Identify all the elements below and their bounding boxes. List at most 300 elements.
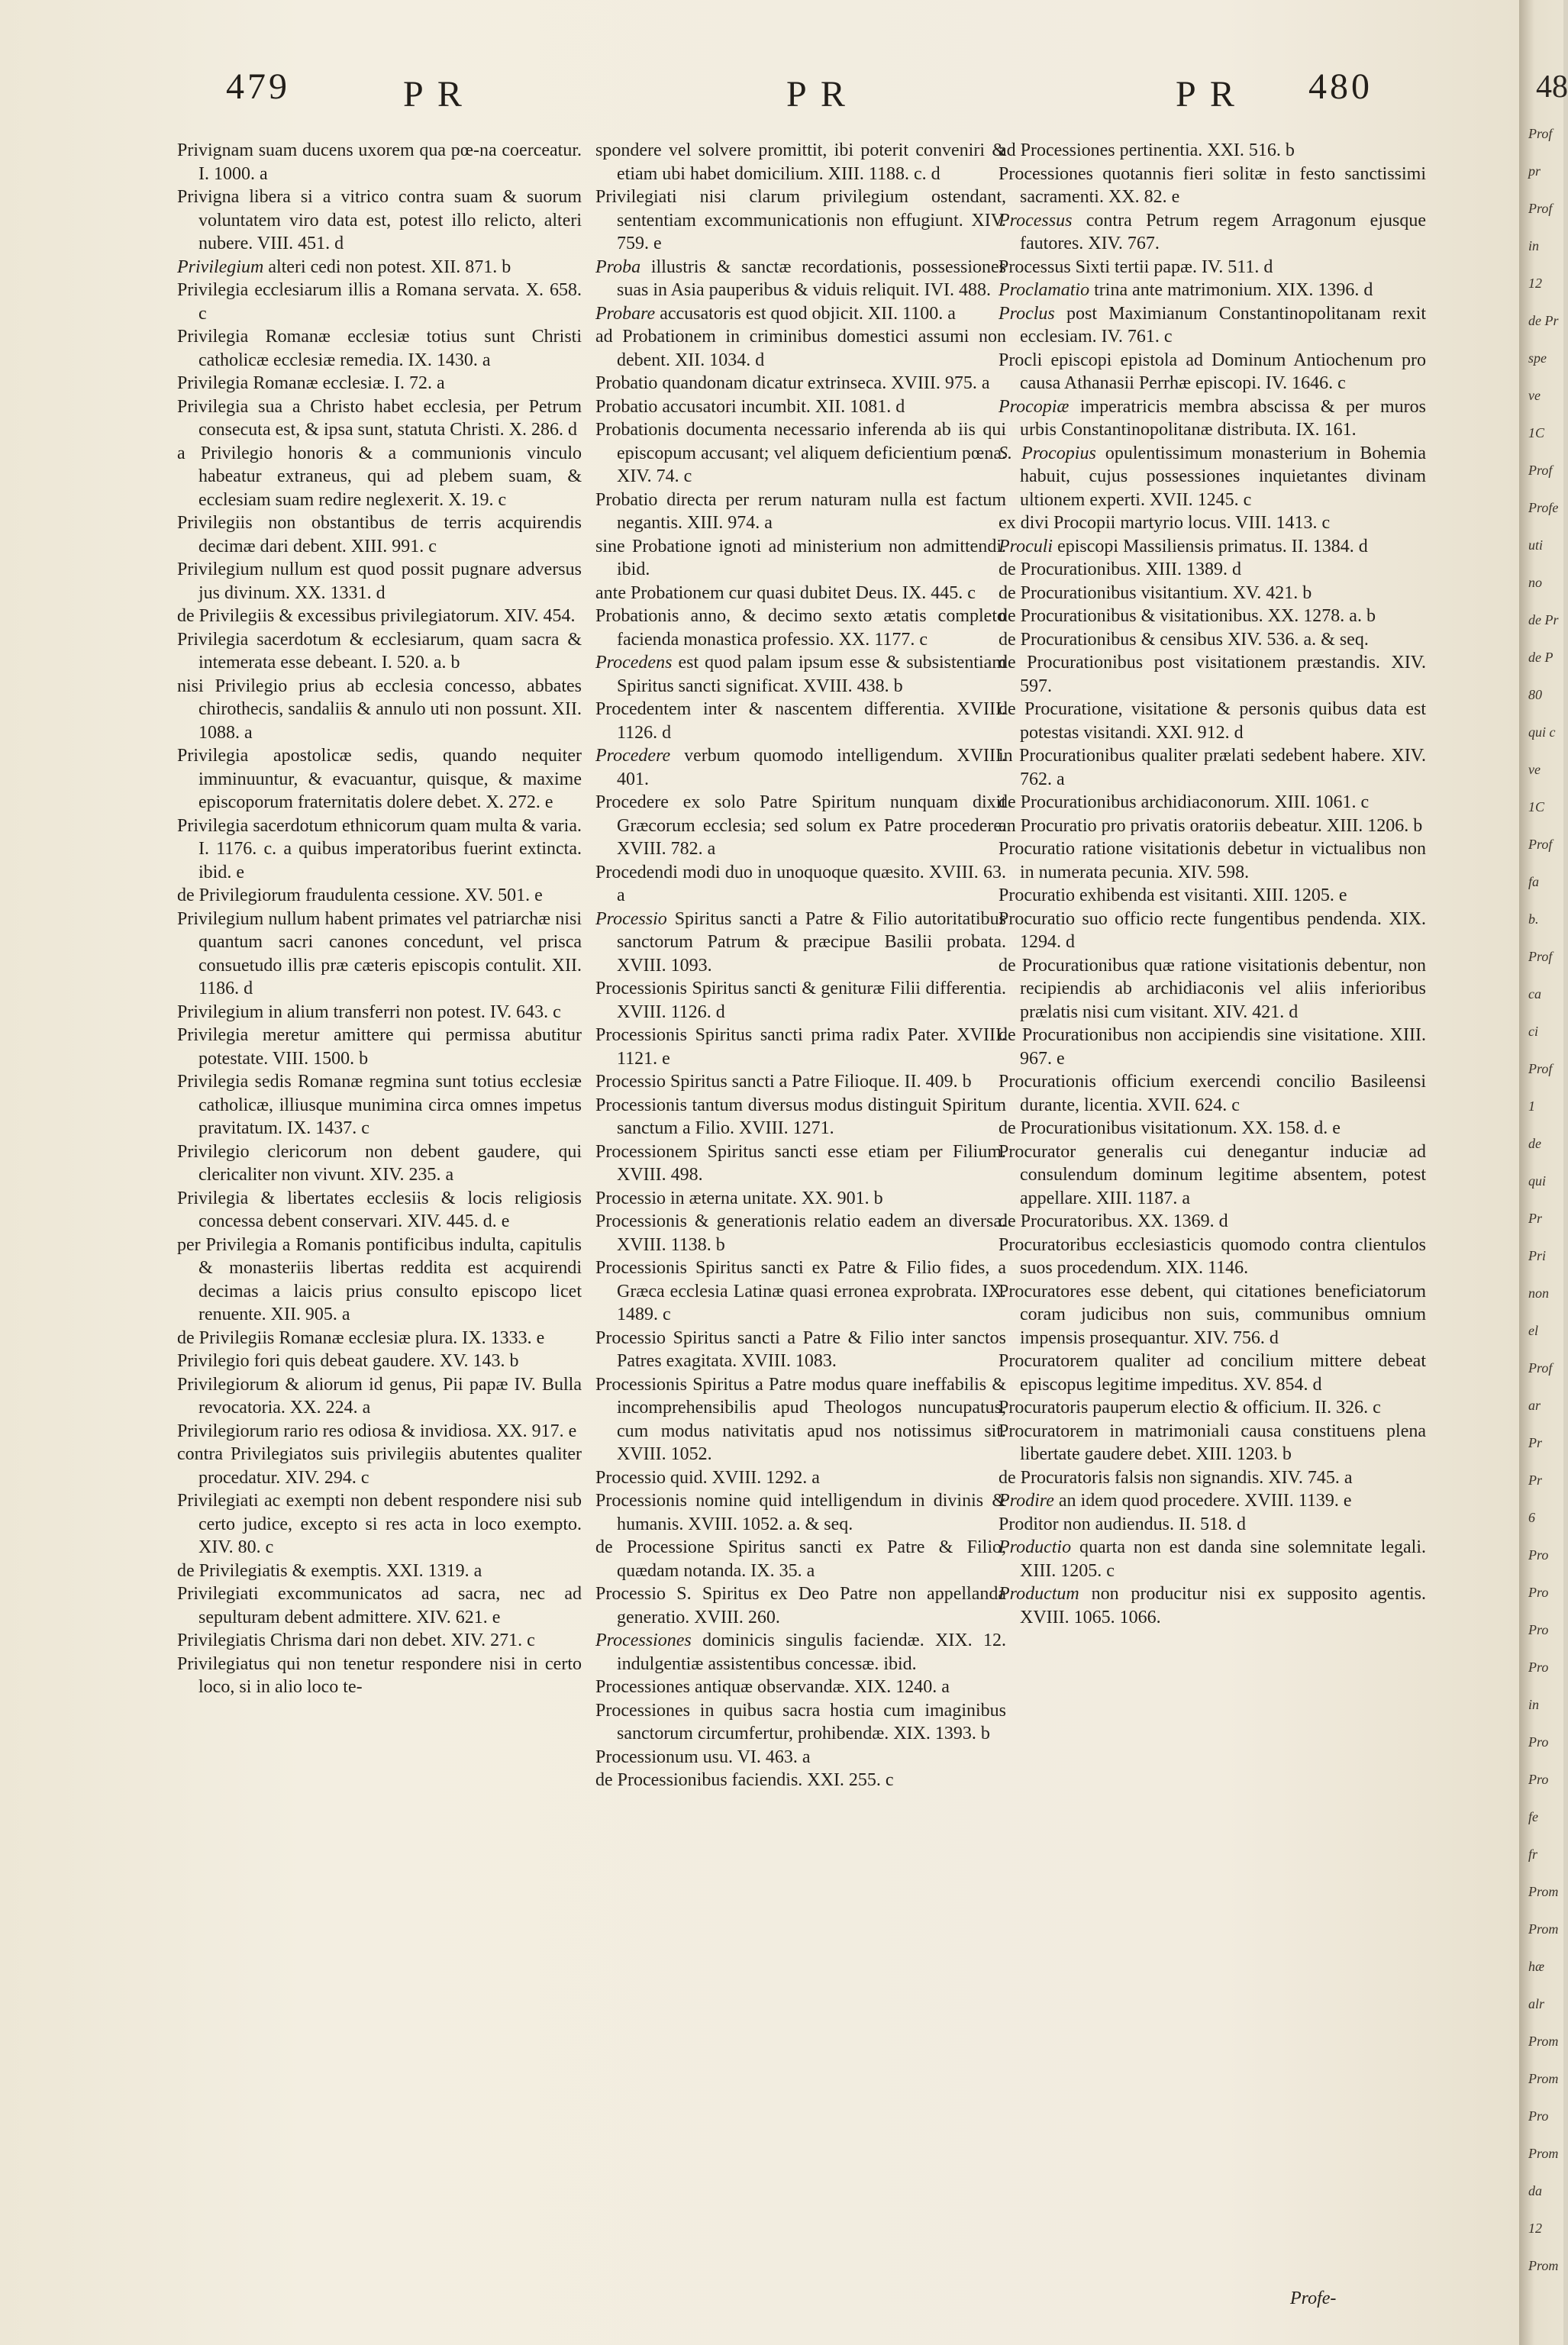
- adjacent-page-fragment: Pro: [1528, 1660, 1549, 1675]
- index-entry-text: dominicis singulis faciendæ. XIX. 12. indulgentiæ assistentibus concessæ. ibid.: [617, 1631, 1006, 1674]
- index-entry: [999, 442, 1426, 512]
- index-entry: [595, 1489, 1006, 1536]
- index-headword: Procedere: [595, 746, 671, 766]
- index-entry: [595, 651, 1006, 698]
- index-entry-text: Processus Sixti tertii papæ. IV. 511. d: [999, 256, 1273, 277]
- index-entry: [595, 372, 1006, 395]
- index-entry-text: de Processionibus faciendis. XXI. 255. c: [595, 1770, 894, 1790]
- index-headword: Proclus: [999, 303, 1055, 324]
- adjacent-page-fragment: 12: [1528, 276, 1542, 291]
- index-entry: [595, 1094, 1006, 1140]
- index-entry: [595, 1582, 1006, 1629]
- index-entry-text: Privilegium nullum est quod possit pugnare adversus jus divinum. XX. 1331. d: [177, 560, 582, 603]
- index-entry-text: de Processione Spiritus sancti ex Patre & Filio, quædam notanda. IX. 35. a: [595, 1537, 1006, 1581]
- index-entry: [177, 1560, 582, 1583]
- adjacent-page-fragment: Pri: [1528, 1248, 1547, 1263]
- index-entry-text: de Procurationibus. XIII. 1389. d: [999, 560, 1241, 579]
- adjacent-page-fragment: Pro: [1528, 1547, 1549, 1563]
- index-entry-text: Privilegia & libertates ecclesiis & locis religiosis concessa debent conservari. XIV. 445. d. e: [177, 1188, 582, 1231]
- index-entry-text: Probatio quandonam dicatur extrinseca. XVIII. 975. a: [595, 373, 990, 393]
- adjacent-page-fragment: Pro: [1528, 2108, 1549, 2124]
- index-entry-text: in Procurationibus qualiter prælati sedebent habere. XIV. 762. a: [999, 746, 1426, 789]
- adjacent-page-fragment: qui c: [1528, 724, 1556, 740]
- adjacent-page-fragment: Prof: [1528, 837, 1553, 852]
- adjacent-page-fragment: in: [1528, 238, 1540, 253]
- index-entry-text: Privigna libera si a vitrico contra suam & suorum voluntatem viro data est, potest illo relicto, alteri nubere. VIII. 451. d: [177, 187, 582, 253]
- index-entry: [177, 1001, 582, 1024]
- index-entry-text: Privilegium nullum habent primates vel patriarchæ nisi quantum sacri canones concedunt, vel prisca consuetudo illis præ cæteris episcopis contulit. XII. 1186. d: [177, 908, 582, 998]
- index-entry: [595, 861, 1006, 908]
- index-entry-text: Privilegium in alium transferri non potest. IV. 643. c: [177, 1002, 561, 1022]
- index-headword: Processiones: [595, 1631, 692, 1650]
- index-entry: [999, 535, 1426, 559]
- index-entry-text: Privilegia Romanæ ecclesiæ totius sunt Christi catholicæ ecclesiæ remedia. IX. 1430. a: [177, 327, 582, 370]
- index-entry-text: Privignam suam ducens uxorem qua pœ-na coerceatur. I. 1000. a: [177, 140, 582, 184]
- index-entry-text: de Procurationibus post visitationem præstandis. XIV. 597.: [999, 653, 1426, 696]
- index-entry-text: de Procurationibus & visitationibus. XX. 1278. a. b: [999, 606, 1376, 626]
- index-entry: [177, 395, 582, 442]
- index-entry-text: Processionis Spiritus sancti & genituræ Filii differentia. XVIII. 1126. d: [595, 979, 1006, 1022]
- index-entry: [999, 605, 1426, 628]
- index-entry-text: Procuratores esse debent, qui citationes beneficiatorum coram judicibus non suis, communibus omnium impensis prosequantur. XIV. 756. d: [999, 1281, 1426, 1348]
- index-entry: [595, 1536, 1006, 1582]
- index-entry: [177, 1489, 582, 1560]
- index-entry-text: Processionem Spiritus sancti esse etiam per Filium. XVIII. 498.: [595, 1141, 1006, 1185]
- left-page-number: 479: [226, 66, 290, 107]
- adjacent-page-edge: [1519, 0, 1568, 2345]
- index-entry: [177, 884, 582, 908]
- adjacent-page-fragment: de Pr: [1528, 313, 1559, 328]
- index-entry-text: de Procurationibus visitantium. XV. 421. b: [999, 582, 1312, 603]
- index-entry-text: Privilegio fori quis debeat gaudere. XV. 143. b: [177, 1351, 519, 1371]
- index-entry-text: Privilegio clericorum non debent gaudere, qui clericaliter non vivunt. XIV. 235. a: [177, 1141, 582, 1185]
- index-entry: [595, 791, 1006, 861]
- adjacent-page-fragment: de Pr: [1528, 612, 1559, 627]
- index-entry: [177, 744, 582, 814]
- index-entry: [595, 1024, 1006, 1070]
- index-entry: [999, 1280, 1426, 1350]
- index-column-middle: [595, 139, 1006, 2322]
- index-entry-text: ante Probationem cur quasi dubitet Deus. IX. 445. c: [595, 582, 976, 603]
- index-headword: S. Procopius: [999, 443, 1096, 463]
- index-entry: [999, 1489, 1426, 1513]
- index-entry: [999, 651, 1426, 698]
- index-entry: [999, 1396, 1426, 1420]
- adjacent-page-fragment: 6: [1528, 1510, 1535, 1525]
- adjacent-page-fragment: Profe: [1528, 500, 1559, 515]
- index-entry: [999, 1420, 1426, 1466]
- adjacent-page-fragment: Prof: [1528, 126, 1553, 141]
- index-entry-text: de Procuratione, visitatione & personis quibus data est potestas visitandi. XXI. 912. d: [999, 699, 1426, 743]
- index-entry: [999, 908, 1426, 954]
- index-headword: Procedens: [595, 653, 673, 673]
- index-entry-text: Privilegiatis Chrisma dari non debet. XIV. 271. c: [177, 1631, 535, 1650]
- index-entry-text: de Procurationibus non accipiendis sine visitatione. XIII. 967. e: [999, 1025, 1426, 1069]
- adjacent-page-fragment: Pro: [1528, 1622, 1549, 1637]
- index-headword: Probare: [595, 303, 656, 324]
- index-entry-text: Procuratio suo officio recte fungentibus pendenda. XIX. 1294. d: [999, 908, 1426, 952]
- index-entry-text: Privilegia apostolicæ sedis, quando nequiter imminuuntur, & evacuantur, quisque, & maxime episcoporum fraternitatis dolere debet. X. 272. e: [177, 746, 582, 812]
- index-entry: [595, 256, 1006, 302]
- index-entry-text: contra Petrum regem Arragonum ejusque fautores. XIV. 767.: [1020, 210, 1426, 253]
- index-entry: [177, 185, 582, 256]
- index-entry: [999, 1582, 1426, 1629]
- index-entry-text: de Privilegiis & excessibus privilegiatorum. XIV. 454.: [177, 606, 576, 626]
- adjacent-page-fragment: qui: [1528, 1173, 1547, 1189]
- index-entry: [177, 1653, 582, 1699]
- index-entry-text: de Procurationibus & censibus XIV. 536. a. & seq.: [999, 629, 1369, 650]
- index-entry-text: Procurator generalis cui denegantur induciæ ad consulendum dominum legitime absentem, potest appellare. XIII. 1187. a: [999, 1141, 1426, 1208]
- index-entry-text: Processionis nomine quid intelligendum in divinis & humanis. XVIII. 1052. a. & seq.: [595, 1491, 1006, 1534]
- adjacent-page-fragment: 1: [1528, 1098, 1535, 1114]
- index-entry-text: Procedendi modi duo in unoquoque quæsito. XVIII. 63. a: [595, 862, 1006, 905]
- index-entry: [595, 185, 1006, 256]
- index-entry-text: Processionis & generationis relatio eadem an diversa. XVIII. 1138. b: [595, 1211, 1006, 1255]
- index-entry-text: Processio Spiritus sancti a Patre & Filio inter sanctos Patres exagitata. XVIII. 1083.: [595, 1327, 1006, 1371]
- index-entry: [177, 814, 582, 885]
- index-entry-text: post Maximianum Constantinopolitanam rexit ecclesiam. IV. 761. c: [1020, 303, 1426, 347]
- index-entry: [999, 163, 1426, 209]
- index-entry-text: Probatio directa per rerum naturam nulla est factum negantis. XIII. 974. a: [595, 489, 1006, 533]
- index-entry: [999, 395, 1426, 442]
- index-entry: [595, 744, 1006, 791]
- index-entry-text: Procurationis officium exercendi concilio Basileensi durante, licentia. XVII. 624. c: [999, 1072, 1426, 1115]
- index-entry: [595, 605, 1006, 651]
- index-entry-text: imperatricis membra abscissa & per muros urbis Constantinopolitanæ distributa. IX. 161.: [1020, 396, 1426, 440]
- index-entry: [177, 442, 582, 512]
- index-entry-text: spondere vel solvere promittit, ibi poterit conveniri & etiam ubi habet domicilium. XIII. 1188. c. d: [595, 140, 1006, 184]
- adjacent-page-fragment: Pro: [1528, 1772, 1549, 1787]
- index-entry: [999, 582, 1426, 605]
- index-entry-text: Processio S. Spiritus ex Deo Patre non appellanda generatio. XVIII. 260.: [595, 1584, 1006, 1627]
- adjacent-page-fragment: 80: [1528, 687, 1542, 702]
- index-entry-text: Processionis Spiritus sancti ex Patre & Filio fides, a Græca ecclesia Latinæ quasi erronea exprobrata. IX. 1489. c: [595, 1258, 1006, 1324]
- index-entry: [595, 1373, 1006, 1466]
- adjacent-page-fragment: pr: [1528, 163, 1541, 179]
- index-entry-text: an Procuratio pro privatis oratoriis debeatur. XIII. 1206. b: [999, 815, 1423, 836]
- index-column-left: [177, 139, 582, 2322]
- index-entry-text: contra Privilegiatos suis privilegiis abutentes qualiter procedatur. XIV. 294. c: [177, 1444, 582, 1488]
- index-entry-text: opulentissimum monasterium in Bohemia habuit, cujus possessiones inquietantes divinam ultionem experti. XVII. 1245. c: [1020, 443, 1426, 510]
- index-entry: [999, 1466, 1426, 1490]
- center-running-head: P R: [786, 74, 848, 115]
- adjacent-page-fragment: b.: [1528, 911, 1539, 927]
- index-entry-text: Privilegia sua a Christo habet ecclesia, per Petrum consecuta est, & ipsa sunt, statuta Christi. X. 286. d: [177, 396, 582, 440]
- adjacent-page-fragment: Prof: [1528, 1061, 1553, 1076]
- index-entry: [177, 1024, 582, 1070]
- index-entry-text: de Procurationibus visitationum. XX. 158. d. e: [999, 1118, 1341, 1138]
- index-entry-text: Procuratorem qualiter ad concilium mittere debeat episcopus legitime impeditus. XV. 854. d: [999, 1351, 1426, 1395]
- adjacent-page-number: 48: [1536, 69, 1568, 105]
- index-headword: Processio: [595, 908, 667, 929]
- index-entry: [177, 1373, 582, 1420]
- index-entry-text: nisi Privilegio prius ab ecclesia concesso, abbates chirothecis, sandaliis & annulo uti non possunt. XII. 1088. a: [177, 676, 582, 743]
- index-entry: [999, 1070, 1426, 1117]
- index-entry-text: Probatio accusatori incumbit. XII. 1081. d: [595, 396, 905, 417]
- index-entry: [177, 1350, 582, 1373]
- index-entry-text: de Privilegiis Romanæ ecclesiæ plura. IX. 1333. e: [177, 1327, 545, 1348]
- index-entry-text: de Privilegiatis & exemptis. XXI. 1319. a: [177, 1560, 482, 1581]
- index-entry-text: alteri cedi non potest. XII. 871. b: [263, 256, 511, 277]
- index-entry-text: ad Probationem in criminibus domestici assumi non debent. XII. 1034. d: [595, 327, 1006, 370]
- adjacent-page-fragment: Prom: [1528, 2258, 1559, 2273]
- index-entry-text: Privilegia sacerdotum ethnicorum quam multa & varia. I. 1176. c. a quibus imperatoribus fuerint extincta. ibid. e: [177, 815, 582, 882]
- adjacent-page-fragment: Prof: [1528, 201, 1553, 216]
- adjacent-page-fragment: Pr: [1528, 1435, 1542, 1450]
- index-entry: [177, 1582, 582, 1629]
- index-entry: [999, 884, 1426, 908]
- adjacent-page-fragment: fr: [1528, 1847, 1538, 1862]
- index-entry: [595, 1210, 1006, 1256]
- index-entry: [999, 837, 1426, 884]
- index-entry: [595, 418, 1006, 489]
- index-entry-text: Spiritus sancti a Patre & Filio autoritatibus sanctorum Patrum & præcipue Basilii probata. XVIII. 1093.: [617, 908, 1006, 976]
- index-entry: [595, 1070, 1006, 1094]
- index-entry: [595, 1466, 1006, 1490]
- adjacent-page-fragment: Prom: [1528, 2034, 1559, 2049]
- adjacent-page-fragment: 12: [1528, 2221, 1542, 2236]
- index-column-right: [999, 139, 1426, 2322]
- index-entry-text: ad Processiones pertinentia. XXI. 516. b: [999, 140, 1295, 160]
- index-entry: [177, 279, 582, 325]
- adjacent-page-fragment: Prof: [1528, 949, 1553, 964]
- index-entry-text: Privilegia sedis Romanæ regmina sunt totius ecclesiæ catholicæ, illiusque munimina circa omnes impetus pravitatum. IX. 1437. c: [177, 1072, 582, 1138]
- index-entry: [999, 1513, 1426, 1537]
- index-entry: [177, 139, 582, 185]
- index-entry: [595, 908, 1006, 978]
- adjacent-page-fragment: spe: [1528, 350, 1547, 366]
- index-entry: [999, 558, 1426, 582]
- right-page-number: 480: [1308, 66, 1373, 107]
- index-entry: [595, 139, 1006, 185]
- index-entry: [177, 1187, 582, 1234]
- index-entry: [177, 1420, 582, 1443]
- index-entry: [177, 1443, 582, 1489]
- index-entry-text: Privilegia meretur amittere qui permissa abutitur potestate. VIII. 1500. b: [177, 1025, 582, 1069]
- index-entry-text: Processiones in quibus sacra hostia cum imaginibus sanctorum circumfertur, prohibendæ. XIX. 1393. b: [595, 1700, 1006, 1743]
- index-entry-text: trina ante matrimonium. XIX. 1396. d: [1089, 280, 1373, 300]
- index-entry: [595, 1187, 1006, 1211]
- index-entry-text: de Privilegiorum fraudulenta cessione. XV. 501. e: [177, 885, 543, 905]
- index-entry-text: an idem quod procedere. XVIII. 1139. e: [1053, 1491, 1352, 1511]
- index-entry: [177, 558, 582, 605]
- index-entry: [999, 791, 1426, 814]
- adjacent-page-fragment: ci: [1528, 1024, 1538, 1039]
- adjacent-page-fragment: Prom: [1528, 2071, 1559, 2086]
- index-headword: Proculi: [999, 536, 1053, 556]
- index-entry-text: sine Probatione ignoti ad ministerium non admittendi. ibid.: [595, 536, 1006, 579]
- index-entry-text: Processionis Spiritus a Patre modus quare ineffabilis & incomprehensibilis apud Theologos nuncupatus, cum modus nativitatis apud nos notissimus sit. XVIII. 1052.: [595, 1374, 1006, 1464]
- index-entry-text: Processionum usu. VI. 463. a: [595, 1747, 811, 1767]
- index-entry-text: Processiones quotannis fieri solitæ in festo sanctissimi sacramenti. XX. 82. e: [999, 163, 1426, 207]
- adjacent-page-fragment: no: [1528, 575, 1542, 590]
- adjacent-page-fragment: Pro: [1528, 1585, 1549, 1600]
- index-entry-text: de Procurationibus archidiaconorum. XIII. 1061. c: [999, 792, 1370, 812]
- adjacent-page-fragment: uti: [1528, 537, 1544, 553]
- index-entry-text: quarta non est danda sine solemnitate legali. XIII. 1205. c: [1020, 1537, 1426, 1581]
- index-entry: [595, 302, 1006, 326]
- adjacent-page-fragment: ar: [1528, 1398, 1541, 1413]
- index-entry-text: Probationis anno, & decimo sexto ætatis completo facienda monastica professio. XX. 1177. c: [595, 606, 1006, 650]
- index-headword: Procopiæ: [999, 396, 1070, 417]
- index-entry-text: Procuratoris pauperum electio & officium. II. 326. c: [999, 1398, 1381, 1418]
- index-entry-text: accusatoris est quod objicit. XII. 1100. a: [655, 303, 956, 324]
- index-entry: [177, 908, 582, 1001]
- index-entry: [177, 628, 582, 675]
- index-entry: [595, 1746, 1006, 1769]
- adjacent-page-fragment: da: [1528, 2183, 1542, 2198]
- index-entry: [595, 1140, 1006, 1187]
- index-entry-text: Procuratoribus ecclesiasticis quomodo contra clientulos suos procedendum. XIX. 1146.: [999, 1234, 1426, 1278]
- adjacent-page-fragment: in: [1528, 1697, 1540, 1712]
- index-entry-text: Privilegia Romanæ ecclesiæ. I. 72. a: [177, 373, 445, 393]
- index-entry: [177, 1327, 582, 1350]
- adjacent-page-fragment: hæ: [1528, 1959, 1545, 1974]
- index-entry: [999, 349, 1426, 395]
- index-entry: [999, 954, 1426, 1024]
- index-entry: [999, 256, 1426, 279]
- index-entry: [999, 302, 1426, 349]
- adjacent-page-fragment: fe: [1528, 1809, 1538, 1824]
- index-entry: [177, 372, 582, 395]
- index-entry-text: de Procuratoribus. XX. 1369. d: [999, 1211, 1228, 1231]
- index-headword: Privilegium: [177, 256, 264, 277]
- index-entry-text: Privilegiatus qui non tenetur respondere nisi in certo loco, si in alio loco te-: [177, 1653, 582, 1697]
- index-entry-text: Processionis Spiritus sancti prima radix Pater. XVIII. 1121. e: [595, 1025, 1006, 1069]
- index-entry: [595, 1629, 1006, 1676]
- index-entry-text: Privilegiorum & aliorum id genus, Pii papæ IV. Bulla revocatoria. XX. 224. a: [177, 1374, 582, 1418]
- index-entry-text: Processio quid. XVIII. 1292. a: [595, 1467, 820, 1488]
- adjacent-page-fragment: de P: [1528, 650, 1553, 665]
- adjacent-page-fragment: alr: [1528, 1996, 1545, 2011]
- index-entry: [595, 698, 1006, 744]
- index-entry-text: Privilegiati excommunicatos ad sacra, nec ad sepulturam debent admittere. XIV. 621. e: [177, 1584, 582, 1627]
- adjacent-page-fragment: el: [1528, 1323, 1538, 1338]
- index-entry: [999, 1350, 1426, 1396]
- index-entry: [595, 1327, 1006, 1373]
- index-headword: Proclamatio: [999, 280, 1090, 300]
- adjacent-page-fragment: Prof: [1528, 463, 1553, 478]
- index-entry-text: Privilegia sacerdotum & ecclesiarum, quam sacra & intemerata esse debeant. I. 520. a. b: [177, 629, 582, 673]
- adjacent-page-fragment: Prof: [1528, 1360, 1553, 1376]
- index-entry: [595, 977, 1006, 1024]
- index-entry: [999, 1210, 1426, 1234]
- index-entry: [999, 698, 1426, 744]
- index-entry-text: verbum quomodo intelligendum. XVIII. 401.: [617, 746, 1006, 789]
- index-entry-text: est quod palam ipsum esse & subsistentiam Spiritus sancti significat. XVIII. 438. b: [617, 653, 1006, 696]
- adjacent-page-fragment: ve: [1528, 762, 1541, 777]
- index-entry-text: Procedere ex solo Patre Spiritum nunquam dixit Græcorum ecclesia; sed solum ex Patre procedere. XVIII. 782. a: [595, 792, 1006, 859]
- index-entry: [999, 139, 1426, 163]
- index-entry: [177, 325, 582, 372]
- catchword: Profe-: [1290, 2289, 1337, 2308]
- index-entry-text: Privilegiis non obstantibus de terris acquirendis decimæ dari debent. XIII. 991. c: [177, 513, 582, 556]
- index-entry-text: ex divi Procopii martyrio locus. VIII. 1413. c: [999, 513, 1331, 533]
- index-entry-text: de Procuratoris falsis non signandis. XIV. 745. a: [999, 1467, 1353, 1488]
- index-entry: [177, 1629, 582, 1653]
- adjacent-page-fragment: Pr: [1528, 1211, 1542, 1226]
- adjacent-page-fragment: ca: [1528, 986, 1541, 1002]
- index-entry: [999, 628, 1426, 652]
- adjacent-page-fragment: ve: [1528, 388, 1541, 403]
- index-entry: [595, 489, 1006, 535]
- index-headword: Processus: [999, 210, 1073, 231]
- index-entry: [595, 535, 1006, 582]
- index-entry: [999, 1536, 1426, 1582]
- index-entry: [595, 325, 1006, 372]
- adjacent-page-fragment: de: [1528, 1136, 1541, 1151]
- index-entry-text: Proditor non audiendus. II. 518. d: [999, 1514, 1246, 1534]
- index-entry: [177, 511, 582, 558]
- index-entry-text: Privilegiati ac exempti non debent respondere nisi sub certo judice, excepto si res acta in loco exempto. XIV. 80. c: [177, 1491, 582, 1557]
- index-headword: Productum: [999, 1584, 1079, 1604]
- index-entry: [999, 814, 1426, 838]
- index-headword: Prodire: [999, 1491, 1054, 1511]
- index-entry-text: Procuratio ratione visitationis debetur in victualibus non in numerata pecunia. XIV. 598.: [999, 839, 1426, 882]
- index-entry-text: Probationis documenta necessario inferenda ab iis qui episcopum accusant; vel aliquem deficientium pœna. XIV. 74. c: [595, 420, 1006, 486]
- index-headword: Productio: [999, 1537, 1072, 1557]
- index-entry: [595, 395, 1006, 419]
- adjacent-page-fragment: non: [1528, 1285, 1549, 1301]
- index-entry: [177, 605, 582, 628]
- right-running-head: P R: [1176, 74, 1237, 115]
- index-entry: [999, 1234, 1426, 1280]
- adjacent-page-fragment: Prom: [1528, 1884, 1559, 1899]
- index-entry: [177, 1140, 582, 1187]
- adjacent-page-fragment: Prom: [1528, 1921, 1559, 1937]
- index-entry: [595, 1769, 1006, 1792]
- index-entry: [999, 511, 1426, 535]
- adjacent-page-fragment: 1C: [1528, 799, 1545, 814]
- index-entry: [999, 209, 1426, 256]
- index-entry-text: illustris & sanctæ recordationis, possessiones suas in Asia pauperibus & viduis reliquit. IVI. 488.: [617, 256, 1006, 300]
- index-entry-text: Processio in æterna unitate. XX. 901. b: [595, 1188, 883, 1208]
- index-entry: [595, 1676, 1006, 1699]
- index-entry: [595, 582, 1006, 605]
- index-entry: [999, 1117, 1426, 1140]
- index-entry: [177, 1070, 582, 1140]
- index-entry-text: Procli episcopi epistola ad Dominum Antiochenum pro causa Athanasii Perrhæ episcopi. IV. 1646. c: [999, 350, 1426, 393]
- index-entry-text: Privilegiati nisi clarum privilegium ostendant, sententiam excommunicationis non effugiunt. XIV. 759. e: [595, 187, 1006, 253]
- index-entry-text: episcopi Massiliensis primatus. II. 1384. d: [1053, 536, 1368, 556]
- adjacent-page-fragment: Pro: [1528, 1734, 1549, 1750]
- index-entry-text: de Procurationibus quæ ratione visitationis debentur, non recipiendis ab archidiaconis vel aliis inferioribus prælatis nisi cum visitant. XIV. 421. d: [999, 955, 1426, 1022]
- index-entry-text: Processionis tantum diversus modus distinguit Spiritum sanctum a Filio. XVIII. 1271.: [595, 1095, 1006, 1138]
- index-entry-text: Privilegiorum rario res odiosa & invidiosa. XX. 917. e: [177, 1421, 577, 1441]
- index-entry-text: Procedentem inter & nascentem differentia. XVIII. 1126. d: [595, 699, 1006, 743]
- index-entry-text: Procuratorem in matrimoniali causa constituens plena libertate gaudere debet. XIII. 1203. b: [999, 1421, 1426, 1464]
- index-entry-text: non producitur nisi ex supposito agentis. XVIII. 1065. 1066.: [1020, 1584, 1426, 1627]
- index-entry: [595, 1699, 1006, 1746]
- left-running-head: P R: [403, 74, 465, 115]
- index-entry-text: Privilegia ecclesiarum illis a Romana servata. X. 658. c: [177, 280, 582, 324]
- adjacent-page-fragment: Prom: [1528, 2146, 1559, 2161]
- index-entry: [999, 744, 1426, 791]
- index-entry-text: per Privilegia a Romanis pontificibus indulta, capitulis & monasteriis libertas reddita est acquirendi decimas a laicis prius consulto episcopo licet renuente. XII. 905. a: [177, 1234, 582, 1324]
- adjacent-page-fragment: Pr: [1528, 1472, 1542, 1488]
- index-entry: [177, 675, 582, 745]
- adjacent-page-fragment: fa: [1528, 874, 1540, 889]
- index-entry: [999, 1024, 1426, 1070]
- index-entry: [177, 1234, 582, 1327]
- index-entry-text: Processiones antiquæ observandæ. XIX. 1240. a: [595, 1677, 950, 1697]
- index-entry-text: Processio Spiritus sancti a Patre Filioque. II. 409. b: [595, 1072, 972, 1092]
- index-entry-text: a Privilegio honoris & a communionis vinculo habeatur extraneus, qui ad plebem suam, & ecclesiam suam redire neglexerit. X. 19. c: [177, 443, 582, 510]
- index-entry: [177, 256, 582, 279]
- adjacent-page-fragment: 1C: [1528, 425, 1545, 440]
- index-entry: [999, 279, 1426, 302]
- index-entry: [595, 1256, 1006, 1327]
